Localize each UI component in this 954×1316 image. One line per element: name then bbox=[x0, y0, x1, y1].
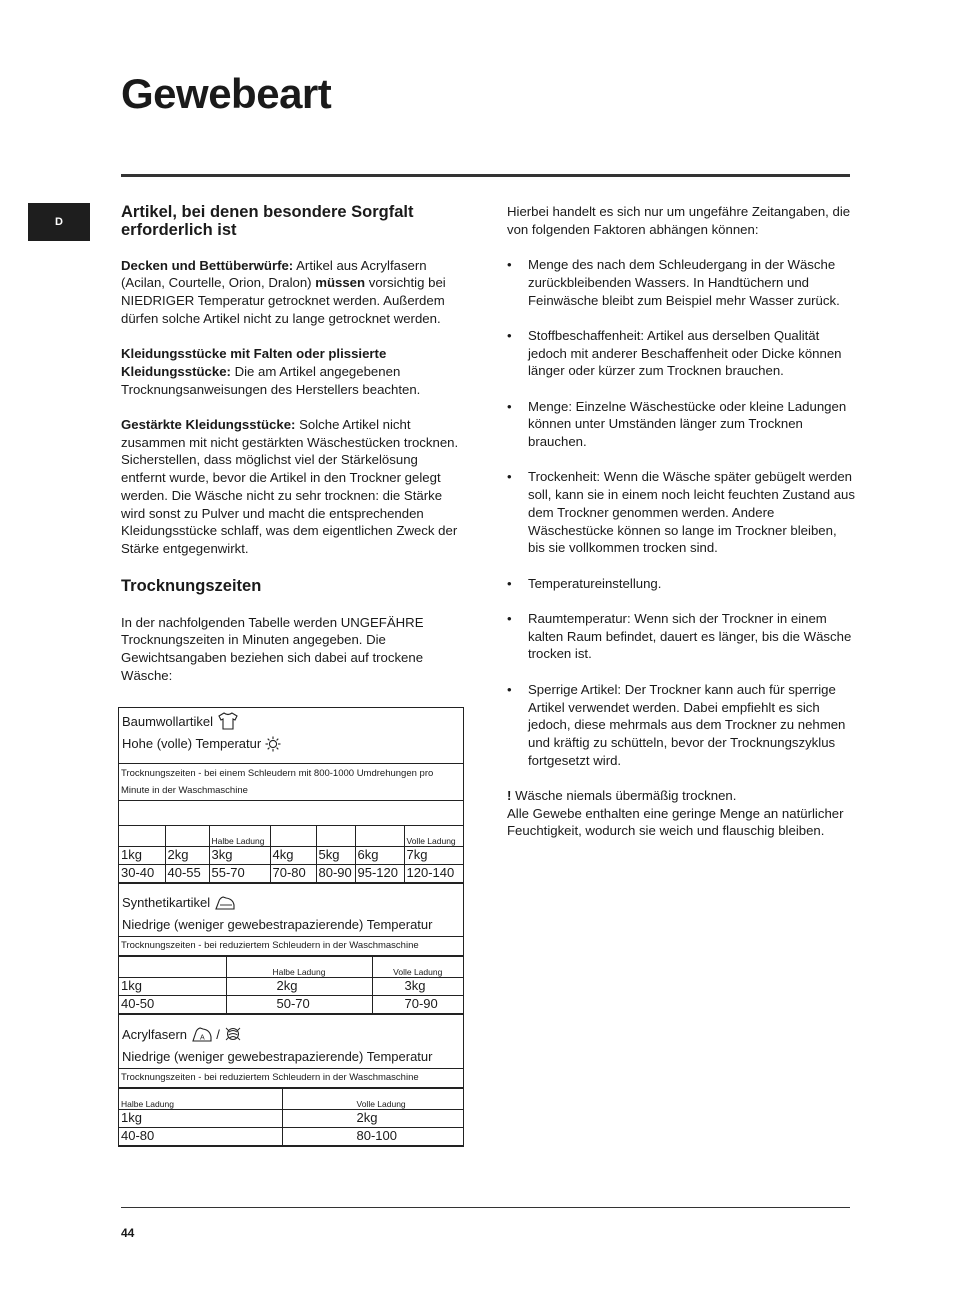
time-cell: 120-140 bbox=[404, 865, 463, 883]
sun-icon bbox=[265, 736, 281, 757]
drying-time-table bbox=[118, 707, 464, 1147]
full-load-label: Volle Ladung bbox=[372, 957, 463, 978]
closing-paragraph: Alle Gewebe enthalten eine geringe Menge an natürlicher Feuchtigkeit, wodurch sie weich und flauschig bleiben. bbox=[507, 805, 844, 839]
weight-cell: 3kg bbox=[372, 978, 463, 996]
weight-cell: 1kg bbox=[119, 1110, 282, 1128]
list-item: • Menge des nach dem Schleudergang in der Wäsche zurückbleibenden Wassers. In Handtüchern und Feinwäsche bleibt zum Beispiel mehr Wasser zurück. bbox=[507, 256, 855, 309]
half-load-label: Halbe Ladung bbox=[226, 957, 372, 978]
page-number: 44 bbox=[121, 1226, 135, 1240]
list-item: • Trockenheit: Wenn die Wäsche später gebügelt werden soll, kann sie in einem noch leicht feuchten Zustand aus dem Trockner genommen werden. Andere Wäschestücke können so lange im Trockner bleiben, bis sie vollkommen trocken sind. bbox=[507, 468, 855, 557]
table-row bbox=[119, 865, 463, 883]
left-column bbox=[121, 203, 466, 684]
full-load-label: Volle Ladung bbox=[404, 826, 463, 847]
table-row bbox=[119, 1110, 463, 1128]
term-starched: Gestärkte Kleidungsstücke: bbox=[121, 416, 296, 432]
weight-cell: 1kg bbox=[119, 847, 165, 865]
spacer bbox=[121, 398, 466, 416]
acrylic-label: Acrylfasern bbox=[122, 1027, 188, 1042]
cotton-temp: Hohe (volle) Temperatur bbox=[122, 736, 262, 751]
table-row bbox=[119, 1128, 463, 1146]
time-cell: 80-90 bbox=[316, 865, 355, 883]
synthetic-header bbox=[119, 883, 463, 936]
cell bbox=[355, 826, 404, 847]
section-heading-times: Trocknungszeiten bbox=[121, 576, 262, 595]
cotton-header bbox=[119, 708, 463, 759]
cotton-label: Baumwollartikel bbox=[122, 714, 214, 729]
list-item: • Stoffbeschaffenheit: Artikel aus derselben Qualität jedoch mit anderer Beschaffenheit oder Dicke können länger oder kürzer zum Trocknen brauchen. bbox=[507, 327, 855, 380]
acrylic-header bbox=[119, 1014, 463, 1068]
time-cell: 40-55 bbox=[165, 865, 209, 883]
load-label-row bbox=[119, 826, 463, 847]
table-row bbox=[119, 847, 463, 865]
spacer bbox=[507, 238, 855, 256]
cell bbox=[165, 826, 209, 847]
weight-cell: 4kg bbox=[270, 847, 316, 865]
weight-cell: 2kg bbox=[282, 1110, 463, 1128]
cell bbox=[270, 826, 316, 847]
weight-cell: 2kg bbox=[226, 978, 372, 996]
list-item: • Raumtemperatur: Wenn sich der Trockner in einem kalten Raum befindet, dauert es länger, bis die Wäsche trocken ist. bbox=[507, 610, 855, 663]
separator: / bbox=[216, 1027, 220, 1042]
text: vorsichtig bei NIEDRIGER Temperatur getrocknet werden. Außerdem dürfen solche Artikel nicht zu lange getrocknet werden. bbox=[121, 275, 446, 326]
iron-a-icon bbox=[191, 1025, 213, 1048]
list-item: • Sperrige Artikel: Der Trockner kann auch für sperrige Artikel verwendet werden. Dabei empfiehlt es sich jedoch, diese mehrmals aus dem Trockner zu nehmen und kräftig zu schütteln, bevor der Trocknungszyklus fortgesetzt wird. bbox=[507, 681, 855, 770]
weight-cell: 7kg bbox=[404, 847, 463, 865]
header-divider bbox=[121, 174, 850, 177]
time-cell: 70-90 bbox=[372, 996, 463, 1014]
spacer bbox=[121, 328, 466, 346]
weight-cell: 5kg bbox=[316, 847, 355, 865]
table-row bbox=[119, 996, 463, 1014]
table-row bbox=[119, 978, 463, 996]
text: Die am Artikel angegebenen Trocknungsanweisungen des Herstellers beachten. bbox=[121, 363, 421, 397]
paragraph-table-intro: In der nachfolgenden Tabelle werden UNGEFÄHRE Trocknungszeiten in Minuten angegeben. Die Gewichtsangaben beziehen sich dabei auf trockene Wäsche: bbox=[121, 614, 424, 683]
svg-text:A: A bbox=[199, 1034, 205, 1042]
time-cell: 55-70 bbox=[209, 865, 270, 883]
half-load-label: Halbe Ladung bbox=[119, 1089, 282, 1110]
weight-cell: 3kg bbox=[209, 847, 270, 865]
paragraph-starched bbox=[121, 416, 466, 558]
section-heading-care: Artikel, bei denen besondere Sorgfalt erforderlich ist bbox=[121, 203, 414, 239]
list-item: • Menge: Einzelne Wäschestücke oder kleine Ladungen können unter Umständen länger zum Trocknen brauchen. bbox=[507, 398, 855, 451]
synthetic-grid bbox=[119, 956, 463, 1014]
term-blankets: Decken und Bettüberwürfe: bbox=[121, 257, 294, 273]
cell bbox=[119, 957, 226, 978]
cotton-grid bbox=[119, 825, 463, 883]
right-column bbox=[507, 203, 855, 840]
time-cell: 40-50 bbox=[119, 996, 226, 1014]
term-pleated: Kleidungsstücke mit Falten oder plissierte Kleidungsstücke: bbox=[121, 346, 387, 379]
text: Artikel aus Acrylfasern (Acilan, Courtelle, Orion, Dralon) bbox=[121, 257, 427, 291]
acrylic-note: Trocknungszeiten - bei reduziertem Schleudern in der Waschmaschine bbox=[119, 1068, 463, 1088]
paragraph-pleated bbox=[121, 345, 466, 398]
text: Solche Artikel nicht zusammen mit nicht gestärkten Wäschestücken trocknen. Sicherstellen, dass möglichst viel der Stärkelösung entfernt wurde, bevor die Artikel in den Trockner gelegt werden. Die Wäsche nicht zu sehr trocknen: die Stärke wird sonst zu Pulver und macht die entsprechenden Kleidungsstücke schlaff, was dem eigentlichen Zweck der Stärke entgegenwirkt. bbox=[121, 416, 459, 556]
footer-divider bbox=[121, 1207, 850, 1208]
cell bbox=[316, 826, 355, 847]
acrylic-temp: Niedrige (weniger gewebestrapazierende) Temperatur bbox=[122, 1049, 433, 1064]
load-label-row bbox=[119, 957, 463, 978]
synthetic-label: Synthetikartikel bbox=[122, 895, 211, 910]
page-title: Gewebeart bbox=[121, 70, 332, 117]
spacer bbox=[121, 239, 466, 257]
time-cell: 50-70 bbox=[226, 996, 372, 1014]
cell bbox=[119, 826, 165, 847]
text: Wäsche niemals übermäßig trocknen. bbox=[511, 788, 737, 804]
weight-cell: 1kg bbox=[119, 978, 226, 996]
emphasis: müssen bbox=[315, 275, 366, 291]
spacer bbox=[121, 558, 466, 577]
weight-cell: 6kg bbox=[355, 847, 404, 865]
iron-icon bbox=[214, 895, 236, 916]
time-cell: 30-40 bbox=[119, 865, 165, 883]
cotton-note: Trocknungszeiten - bei einem Schleudern mit 800-1000 Umdrehungen pro Minute in der Waschmaschine bbox=[119, 763, 463, 801]
wool-icon bbox=[224, 1025, 242, 1048]
synthetic-note: Trocknungszeiten - bei reduziertem Schleudern in der Waschmaschine bbox=[119, 936, 463, 956]
warning-text bbox=[507, 787, 855, 805]
spacer bbox=[121, 595, 466, 614]
time-cell: 40-80 bbox=[119, 1128, 282, 1146]
tshirt-icon bbox=[217, 712, 239, 735]
half-load-label: Halbe Ladung bbox=[209, 826, 270, 847]
full-load-label: Volle Ladung bbox=[282, 1089, 463, 1110]
factors-list bbox=[507, 256, 855, 769]
acrylic-grid bbox=[119, 1088, 463, 1146]
paragraph-blankets bbox=[121, 257, 466, 328]
weight-cell: 2kg bbox=[165, 847, 209, 865]
time-cell: 70-80 bbox=[270, 865, 316, 883]
warning-icon: ! bbox=[507, 788, 512, 804]
time-cell: 80-100 bbox=[282, 1128, 463, 1146]
language-tab: D bbox=[28, 203, 90, 241]
time-cell: 95-120 bbox=[355, 865, 404, 883]
load-label-row bbox=[119, 1089, 463, 1110]
list-item: • Temperatureinstellung. bbox=[507, 575, 855, 593]
factors-intro: Hierbei handelt es sich nur um ungefähre Zeitangaben, die von folgenden Faktoren abhängen können: bbox=[507, 204, 851, 237]
synthetic-temp: Niedrige (weniger gewebestrapazierende) Temperatur bbox=[122, 917, 433, 932]
